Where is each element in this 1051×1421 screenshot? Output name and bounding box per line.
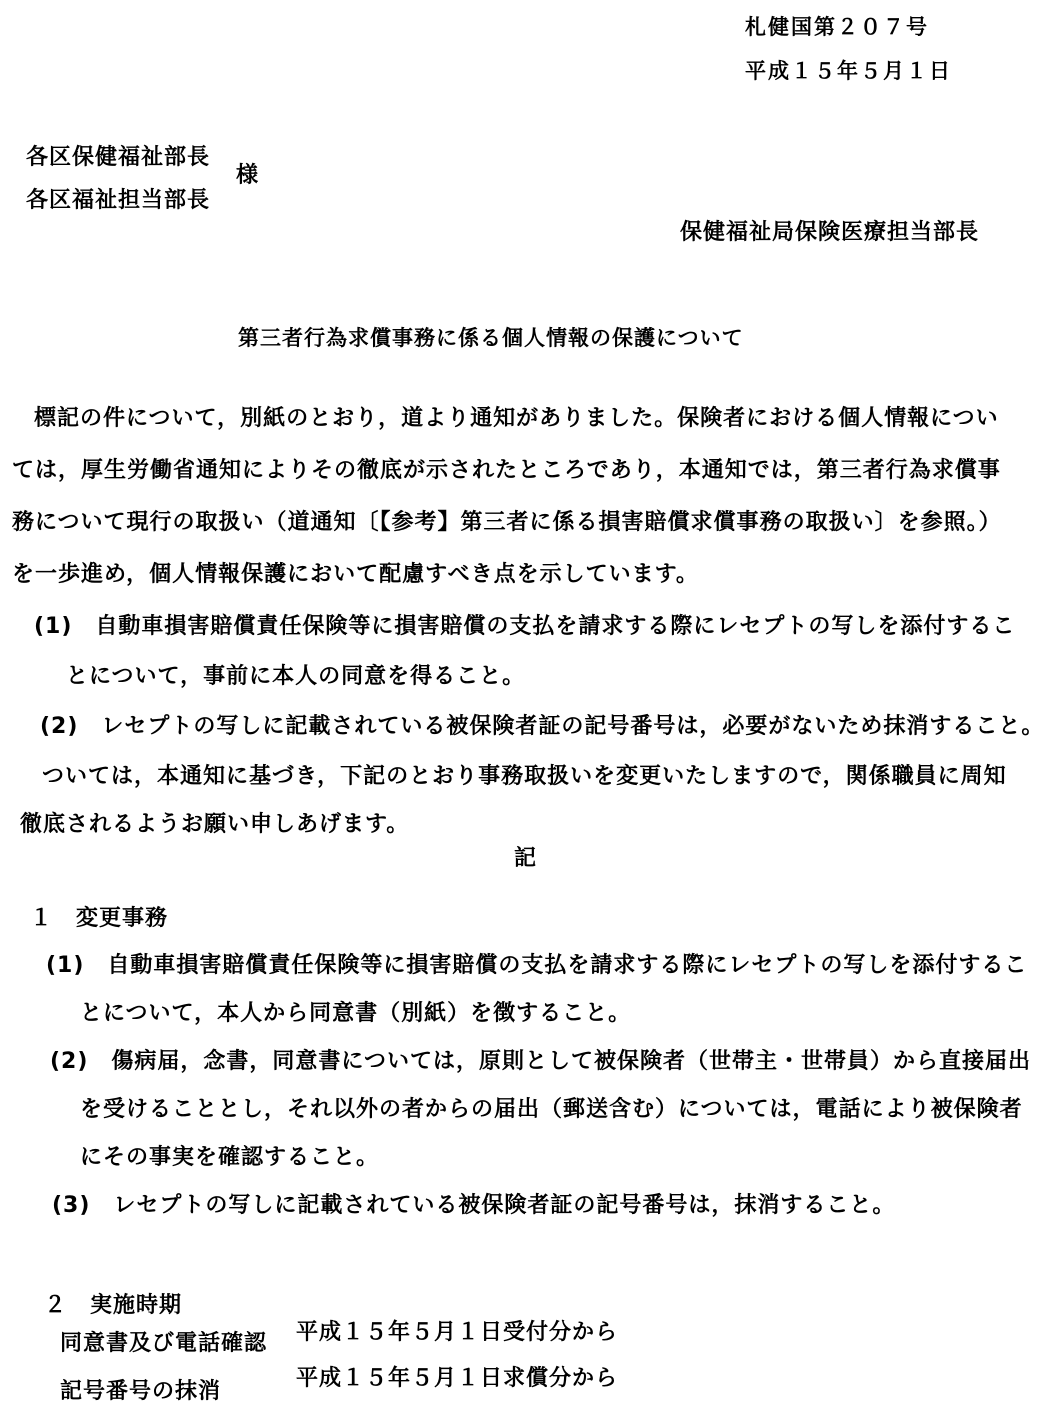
schedule-row-2-value: 平成１５年５月１日求償分から xyxy=(296,1366,619,1391)
section-2-heading: ２ 実施時期 xyxy=(44,1293,183,1318)
section-1-item-2-line-2: を受けることとし，それ以外の者からの届出（郵送含む）については，電話により被保険者 xyxy=(80,1097,1023,1122)
section-1-heading: １ 変更事務 xyxy=(30,906,169,931)
body-line: 標記の件について，別紙のとおり，道より通知がありました。保険者における個人情報につい xyxy=(34,406,999,431)
schedule-row-1-value: 平成１５年５月１日受付分から xyxy=(296,1320,619,1345)
schedule-row-2-label: 記号番号の抹消 xyxy=(60,1379,222,1404)
schedule-row-1-label: 同意書及び電話確認 xyxy=(60,1331,268,1356)
addressee-honorific: 様 xyxy=(236,163,259,188)
point-1-line-1: (1) 自動車損害賠償責任保険等に損害賠償の支払を請求する際にレセプトの写しを添付するこ xyxy=(34,614,1016,639)
document-number: 札健国第２０７号 xyxy=(745,15,929,39)
body-line: を一歩進め，個人情報保護において配慮すべき点を示しています。 xyxy=(12,562,699,587)
section-1-item-2-line-3: にその事実を確認すること。 xyxy=(80,1145,380,1170)
document-date: 平成１５年５月１日 xyxy=(745,59,952,83)
section-1-item-3: (3) レセプトの写しに記載されている被保険者証の記号番号は，抹消すること。 xyxy=(52,1193,896,1218)
section-1-item-1-line-1: (1) 自動車損害賠償責任保険等に損害賠償の支払を請求する際にレセプトの写しを添付するこ xyxy=(46,953,1028,978)
section-1-item-2-line-1: (2) 傷病届，念書，同意書については，原則として被保険者（世帯主・世帯員）から直接届出 xyxy=(50,1049,1031,1074)
document-title: 第三者行為求償事務に係る個人情報の保護について xyxy=(238,326,744,350)
point-1-line-2: とについて，事前に本人の同意を得ること。 xyxy=(66,664,526,689)
point-2: (2) レセプトの写しに記載されている被保険者証の記号番号は，必要がないため抹消すること。 xyxy=(40,714,1045,739)
closing-line-2: 徹底されるようお願い申しあげます。 xyxy=(20,812,410,837)
closing-line-1: ついては，本通知に基づき，下記のとおり事務取扱いを変更いたしますので，関係職員に周知 xyxy=(42,764,1007,789)
addressee-line-2: 各区福祉担当部長 xyxy=(26,188,211,213)
body-line: ては，厚生労働省通知によりその徹底が示されたところであり，本通知では，第三者行為求償事 xyxy=(12,458,1001,483)
section-1-item-1-line-2: とについて，本人から同意書（別紙）を徴すること。 xyxy=(80,1001,632,1026)
ki-marker: 記 xyxy=(514,846,538,871)
body-line: 務について現行の取扱い（道通知〔【参考】第三者に係る損害賠償求償事務の取扱い〕を参照。） xyxy=(12,510,1002,535)
addressee-line-1: 各区保健福祉部長 xyxy=(26,145,211,170)
sender: 保健福祉局保険医療担当部長 xyxy=(680,220,980,245)
